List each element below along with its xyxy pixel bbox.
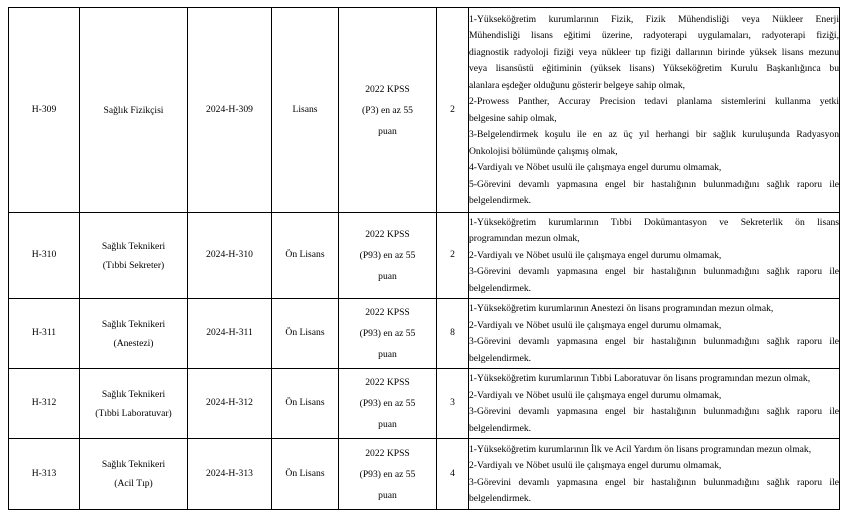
title-line: Sağlık Teknikeri	[101, 459, 166, 470]
kpss-requirement	[339, 8, 437, 213]
education-level: Lisans	[272, 8, 339, 213]
position-code: 2024-H-310	[188, 213, 272, 299]
kpss-line: 2022 KPSS	[365, 447, 410, 459]
position-code: 2024-H-311	[188, 299, 272, 369]
education-level: Ön Lisans	[272, 213, 339, 299]
requirements	[469, 369, 840, 439]
requirement-line: belgelendirmek.	[469, 195, 532, 206]
requirement-line: 3-Görevini devamlı yapmasına engel bir hastalığının bulunmadığını sağlık raporu ile	[469, 406, 839, 417]
position-count: 2	[437, 213, 469, 299]
requirement-line: diagnostik radyoloji fiziği veya nükleer tıp fiziği dallarının birinde yüksek lisans mezunu	[469, 46, 839, 58]
kpss-requirement	[339, 369, 437, 439]
title-line: Sağlık Fizikçisi	[103, 104, 164, 116]
education-level: Ön Lisans	[272, 439, 339, 510]
position-id: H-309	[9, 8, 80, 213]
kpss-requirement	[339, 439, 437, 510]
position-title	[80, 299, 188, 369]
title-line: (Tıbbi Sekreter)	[102, 259, 165, 271]
kpss-requirement	[339, 213, 437, 299]
requirement-line: belgelendirmek.	[469, 282, 532, 294]
requirement-line: 1-Yükseköğretim kurumlarının Tıbbi Laboratuvar ön lisans programından mezun olmak,	[469, 373, 811, 384]
position-id: H-311	[9, 299, 80, 369]
requirement-line: Onkolojisi bölümünde çalışmış olmak,	[469, 145, 618, 157]
kpss-line: (P93) en az 55	[359, 328, 416, 339]
requirements	[469, 299, 840, 369]
requirement-line: 1-Yükseköğretim kurumlarının Anestezi ön lisans programından mezun olmak,	[469, 303, 774, 314]
requirement-line: alanlara eşdeğer olduğunu gösterir belgeye sahip olmak,	[469, 79, 686, 91]
requirement-line: 2-Vardiyalı ve Nöbet usulü ile çalışmaya engel durumu olmamak,	[469, 249, 722, 261]
requirement-line: 2-Prowess Panther, Accuray Precision tedavi planlama sistemlerini kullanma yetki	[469, 96, 839, 107]
position-code: 2024-H-313	[188, 439, 272, 510]
table-row	[9, 213, 840, 299]
requirement-line: 4-Vardiyalı ve Nöbet usulü ile çalışmaya engel durumu olmamak,	[469, 162, 722, 173]
table-row	[9, 299, 840, 369]
kpss-requirement	[339, 299, 437, 369]
kpss-line: (P3) en az 55	[362, 104, 413, 116]
requirement-line: belgesine sahip olmak,	[469, 112, 557, 124]
requirement-line: 2-Vardiyalı ve Nöbet usulü ile çalışmaya engel durumu olmamak,	[469, 389, 722, 401]
position-count: 8	[437, 299, 469, 369]
position-count: 3	[437, 369, 469, 439]
title-line: (Tıbbi Laboratuvar)	[95, 407, 172, 419]
kpss-line: 2022 KPSS	[365, 83, 410, 95]
requirement-line: 1-Yükseköğretim kurumlarının Fizik, Fizik Mühendisliği veya Nükleer Enerji	[469, 13, 839, 25]
requirement-line: 3-Görevini devamlı yapmasına engel bir hastalığının bulunmadığını sağlık raporu ile	[469, 476, 839, 488]
requirement-line: belgelendirmek.	[469, 352, 532, 364]
requirement-line: belgelendirmek.	[469, 422, 532, 434]
position-count: 4	[437, 439, 469, 510]
kpss-line: puan	[378, 349, 397, 360]
education-level: Ön Lisans	[272, 369, 339, 439]
requirement-line: 1-Yükseköğretim kurumlarının Tıbbi Dokümantasyon ve Sekreterlik ön lisans	[469, 216, 839, 228]
position-count: 2	[437, 8, 469, 213]
requirement-line: 1-Yükseköğretim kurumlarının İlk ve Acil Yardım ön lisans programından mezun olmak,	[469, 443, 812, 455]
kpss-line: puan	[378, 489, 397, 501]
requirement-line: veya lisansüstü eğitiminin (yüksek lisans) Yükseköğretim Kurulu Başkanlığınca bu	[469, 63, 839, 74]
education-level: Ön Lisans	[272, 299, 339, 369]
kpss-line: puan	[378, 271, 397, 282]
requirement-line: 2-Vardiyalı ve Nöbet usulü ile çalışmaya engel durumu olmamak,	[469, 460, 722, 471]
position-code: 2024-H-312	[188, 369, 272, 439]
kpss-line: 2022 KPSS	[365, 229, 410, 240]
title-line: (Anestezi)	[113, 337, 154, 349]
position-title	[80, 369, 188, 439]
requirements	[469, 213, 840, 299]
title-line: (Acil Tıp)	[114, 478, 153, 489]
requirement-line: 3-Görevini devamlı yapmasına engel bir hastalığının bulunmadığını sağlık raporu ile	[469, 266, 839, 278]
kpss-line: 2022 KPSS	[365, 377, 410, 388]
position-id: H-313	[9, 439, 80, 510]
kpss-line: (P93) en az 55	[359, 250, 416, 261]
kpss-line: (P93) en az 55	[359, 468, 416, 480]
requirement-line: 3-Görevini devamlı yapmasına engel bir hastalığının bulunmadığını sağlık raporu ile	[469, 336, 839, 347]
position-title	[80, 213, 188, 299]
requirement-line: 5-Görevini devamlı yapmasına engel bir hastalığının bulunmadığını sağlık raporu ile	[469, 178, 839, 190]
requirement-line: 2-Vardiyalı ve Nöbet usulü ile çalışmaya engel durumu olmamak,	[469, 319, 722, 331]
job-positions-table	[8, 7, 840, 510]
table-row	[9, 439, 840, 510]
requirement-line: belgelendirmek.	[469, 493, 532, 504]
requirements	[469, 439, 840, 510]
position-id: H-312	[9, 369, 80, 439]
requirements	[469, 8, 840, 213]
kpss-line: (P93) en az 55	[359, 398, 416, 409]
kpss-line: 2022 KPSS	[365, 307, 410, 318]
title-line: Sağlık Teknikeri	[101, 240, 166, 252]
title-line: Sağlık Teknikeri	[101, 318, 166, 330]
requirement-line: 3-Belgelendirmek koşulu ile en az üç yıl herhangi bir sağlık kuruluşunda Radyasyon	[469, 129, 839, 140]
requirement-line: Mühendisliği lisans eğitimi üzerine, radyoterapi uygulamaları, radyoterapi fiziği,	[469, 30, 839, 41]
table-row	[9, 369, 840, 439]
position-title	[80, 439, 188, 510]
requirement-line: programından mezun olmak,	[469, 233, 580, 245]
position-id: H-310	[9, 213, 80, 299]
kpss-line: puan	[378, 125, 397, 137]
table-row	[9, 8, 840, 213]
position-title	[80, 8, 188, 213]
kpss-line: puan	[378, 419, 397, 430]
position-code: 2024-H-309	[188, 8, 272, 213]
title-line: Sağlık Teknikeri	[101, 388, 166, 400]
